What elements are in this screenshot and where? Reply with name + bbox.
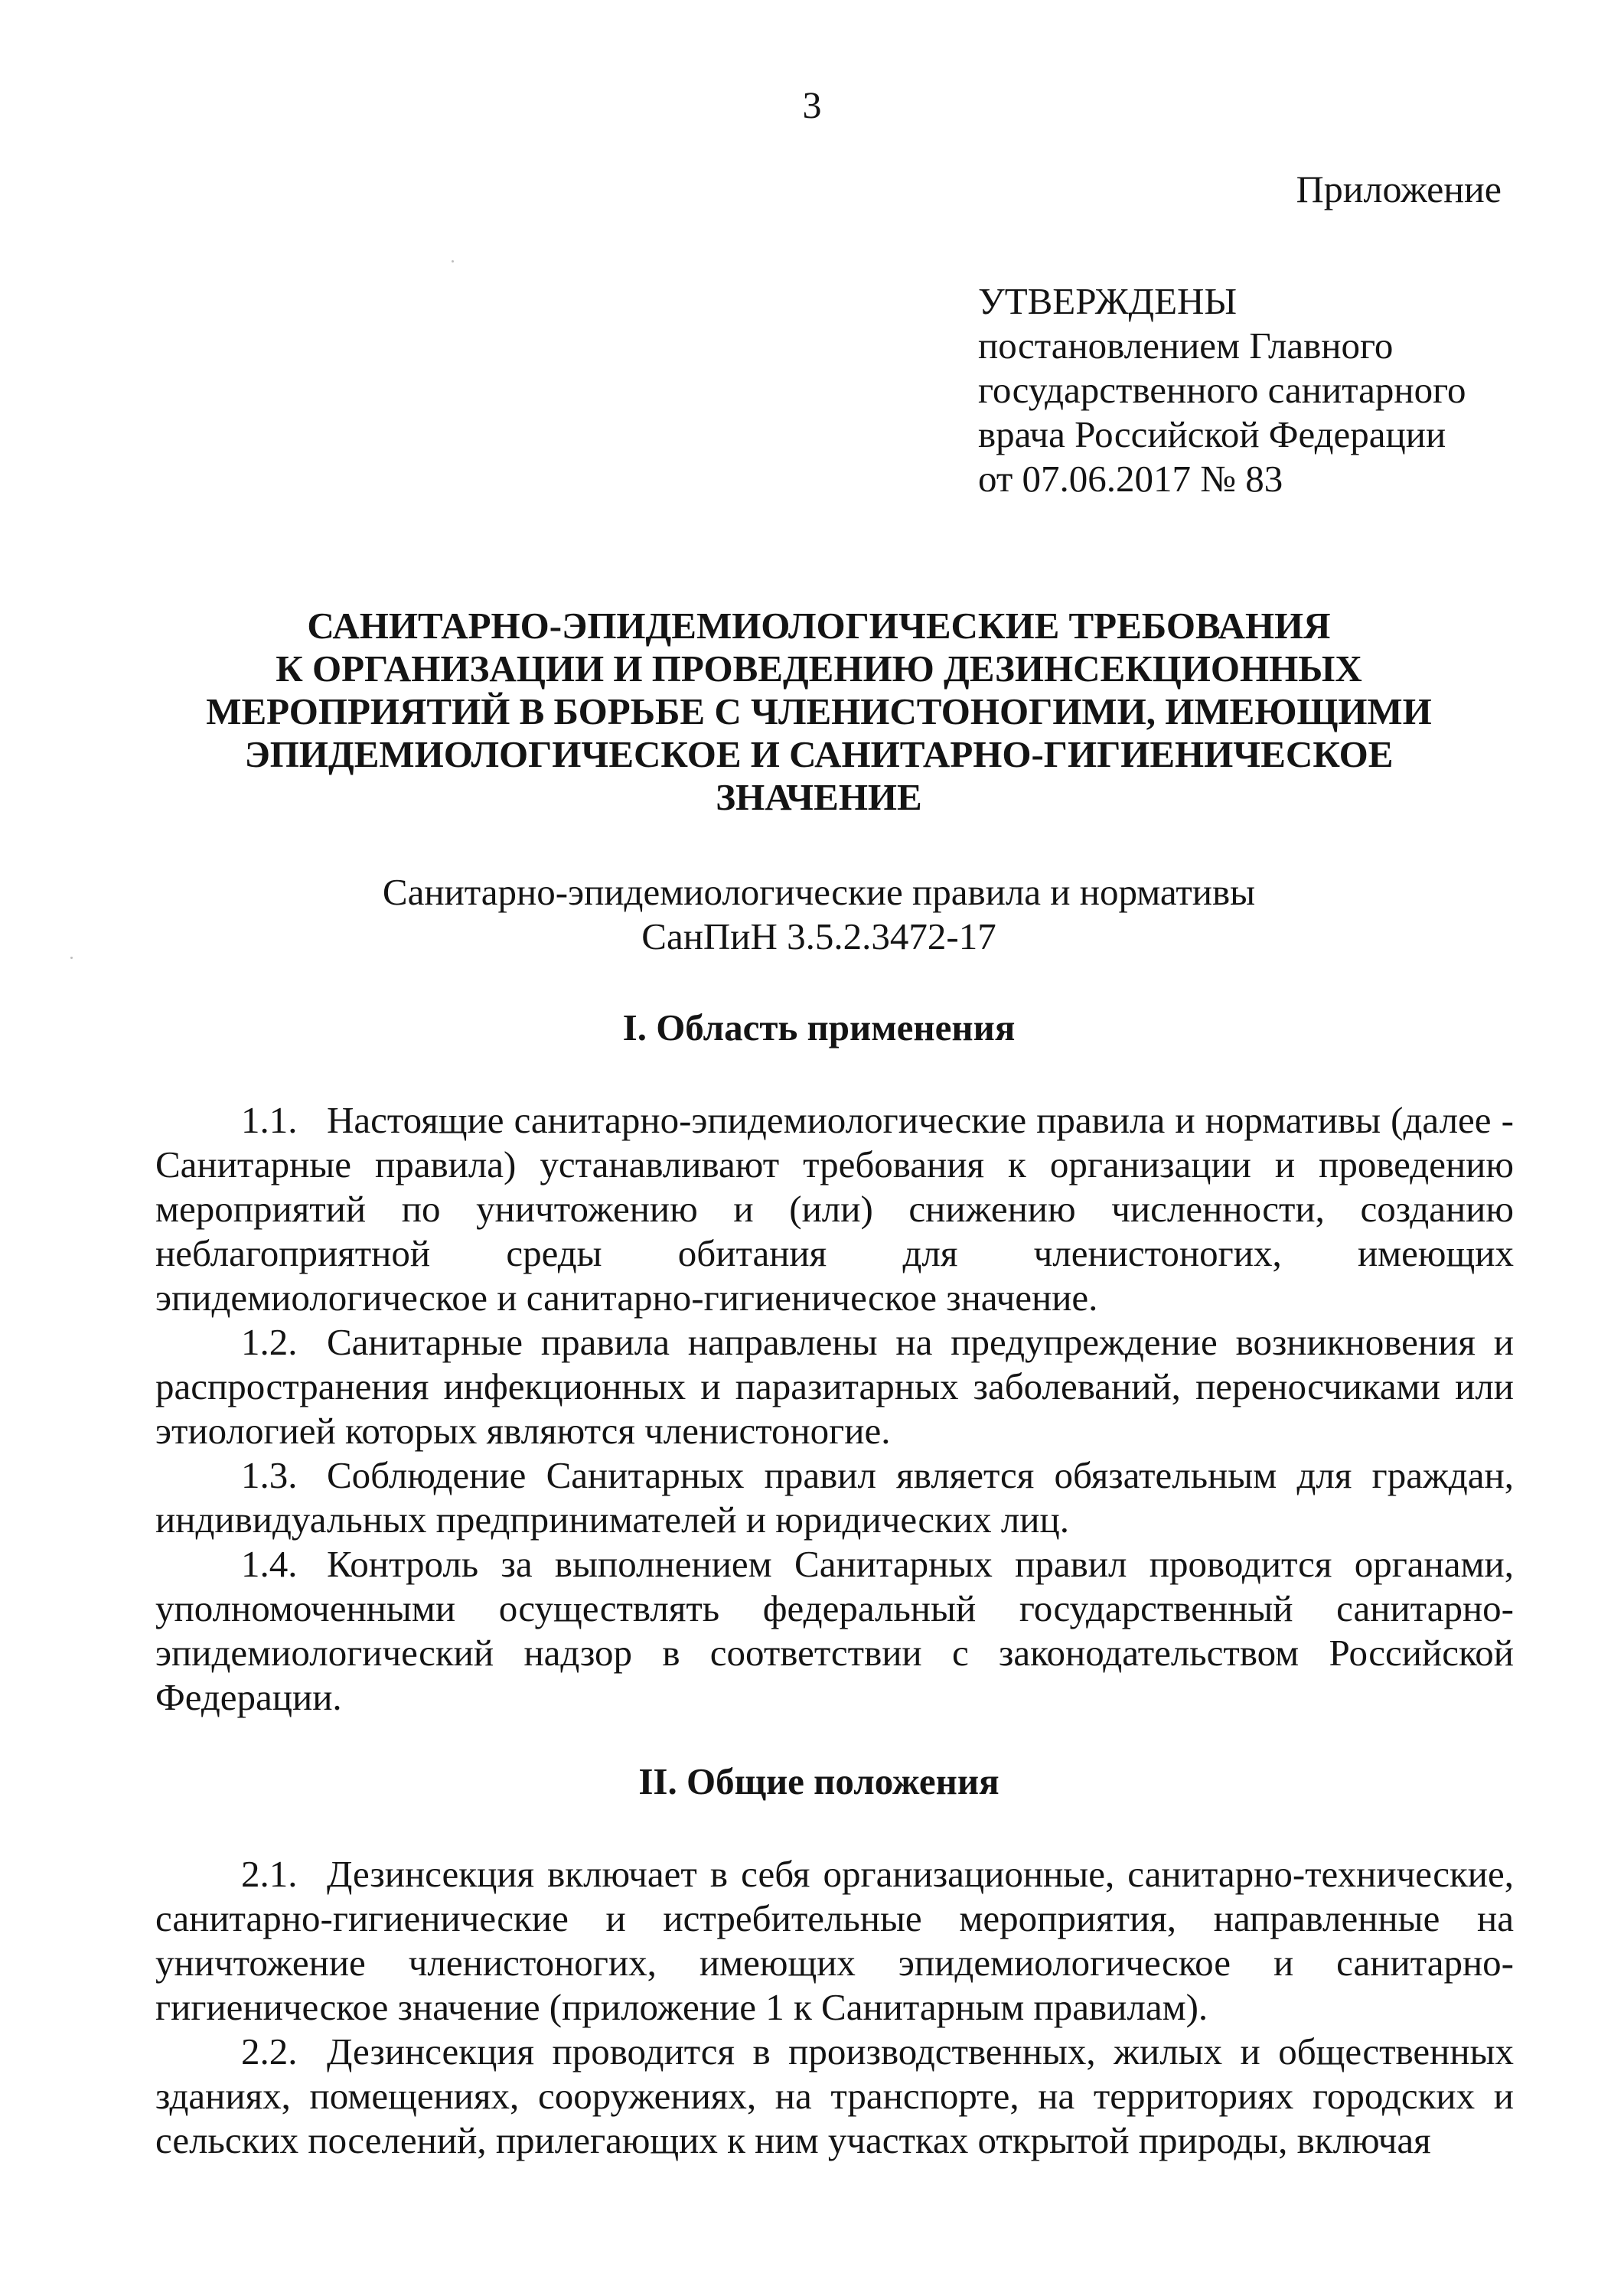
paragraph-number: 1.4. <box>241 1543 298 1585</box>
approval-line: врача Российской Федерации <box>978 413 1446 455</box>
paragraph <box>155 1852 1514 2030</box>
scan-speck <box>452 260 454 263</box>
paragraph-number: 1.2. <box>241 1321 298 1363</box>
subtitle-line: СанПиН 3.5.2.3472-17 <box>641 915 996 957</box>
document-subtitle <box>122 870 1515 959</box>
subtitle-line: Санитарно-эпидемиологические правила и нормативы <box>382 871 1256 913</box>
paragraph-text: Соблюдение Санитарных правил является обязательным для граждан, индивидуальных предпринимателей и юридических лиц. <box>155 1454 1514 1541</box>
section-body <box>155 1098 1514 1720</box>
section-body <box>155 1852 1514 2163</box>
section-heading: I. Область применения <box>622 1006 1016 1049</box>
page-number: 3 <box>802 83 822 126</box>
paragraph <box>155 1453 1514 1542</box>
paragraph <box>155 1320 1514 1453</box>
approval-heading: УТВЕРЖДЕНЫ <box>978 280 1238 322</box>
scan-speck <box>70 957 73 959</box>
title-line: МЕРОПРИЯТИЙ В БОРЬБЕ С ЧЛЕНИСТОНОГИМИ, ИМЕЮЩИМИ <box>206 690 1432 732</box>
paragraph-number: 1.3. <box>241 1454 298 1496</box>
paragraph <box>155 1542 1514 1720</box>
approval-block <box>978 279 1466 501</box>
approval-line: от 07.06.2017 № 83 <box>978 458 1283 500</box>
paragraph <box>155 1098 1514 1320</box>
paragraph-number: 2.2. <box>241 2030 298 2073</box>
title-line: САНИТАРНО-ЭПИДЕМИОЛОГИЧЕСКИЕ ТРЕБОВАНИЯ <box>307 605 1331 647</box>
paragraph-text: Дезинсекция включает в себя организационные, санитарно-технические, санитарно-гигиенические и истребительные мероприятия, направленные на уничтожение членистоногих, имеющих эпидемиологическое и санитарно-гигиеническое значение (приложение 1 к Санитарным правилам). <box>155 1853 1514 2028</box>
document-title <box>122 605 1515 819</box>
paragraph-number: 2.1. <box>241 1853 298 1895</box>
title-line: ЗНАЧЕНИЕ <box>716 776 922 818</box>
paragraph <box>155 2030 1514 2163</box>
title-line: К ОРГАНИЗАЦИИ И ПРОВЕДЕНИЮ ДЕЗИНСЕКЦИОННЫХ <box>276 647 1362 690</box>
paragraph-text: Санитарные правила направлены на предупреждение возникновения и распространения инфекционных и паразитарных заболеваний, переносчиками или этиологией которых являются членистоногие. <box>155 1321 1514 1452</box>
approval-line: государственного санитарного <box>978 369 1466 411</box>
approval-line: постановлением Главного <box>978 325 1394 367</box>
section-heading: II. Общие положения <box>638 1760 1000 1802</box>
paragraph-text: Настоящие санитарно-эпидемиологические правила и нормативы (далее - Санитарные правила) устанавливают требования к организации и проведению мероприятий по уничтожению и (или) снижению численности, созданию неблагоприятной среды обитания для членистоногих, имеющих эпидемиологическое и санитарно-гигиеническое значение. <box>155 1099 1514 1319</box>
paragraph-text: Дезинсекция проводится в производственных, жилых и общественных зданиях, помещениях, сооружениях, на транспорте, на территориях городских и сельских поселений, прилегающих к ним участках открытой природы, включая <box>155 2030 1514 2161</box>
paragraph-text: Контроль за выполнением Санитарных правил проводится органами, уполномоченными осуществлять федеральный государственный санитарно-эпидемиологический надзор в соответствии с законодательством Российской Федерации. <box>155 1543 1514 1718</box>
title-line: ЭПИДЕМИОЛОГИЧЕСКОЕ И САНИТАРНО-ГИГИЕНИЧЕСКОЕ <box>244 733 1394 775</box>
paragraph-number: 1.1. <box>241 1099 298 1141</box>
appendix-label: Приложение <box>1296 168 1502 210</box>
